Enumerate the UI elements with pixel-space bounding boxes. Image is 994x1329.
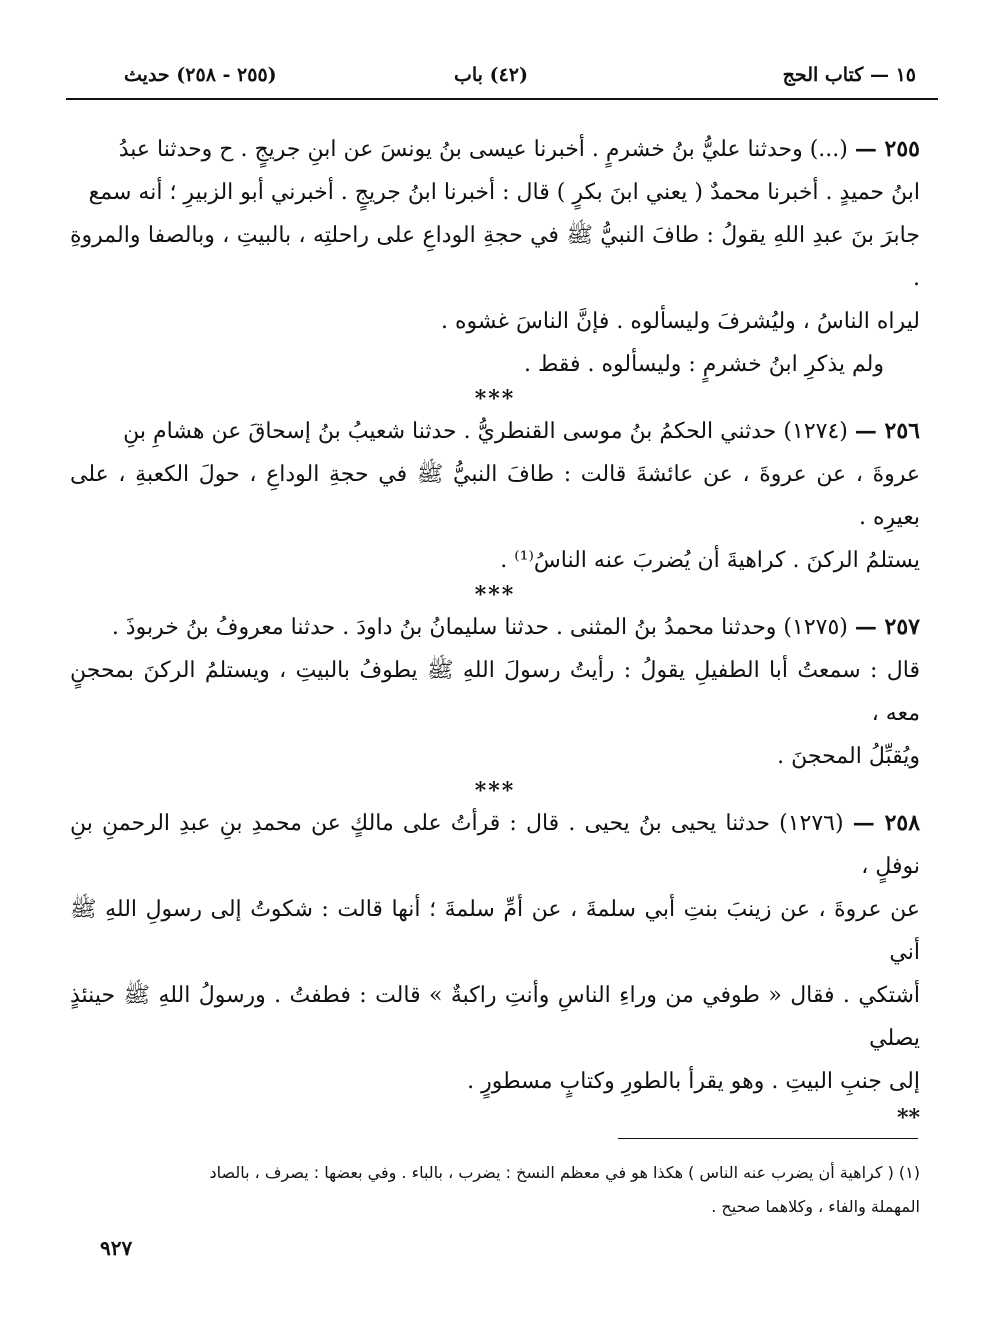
hadith-line <box>70 128 920 171</box>
hadith-258 <box>70 802 920 1103</box>
section-separator: *** <box>474 386 516 412</box>
footnote-divider <box>618 1138 918 1139</box>
hadith-257 <box>70 606 920 778</box>
hadith-text: وحدثنا عليُّ بنُ خشرمٍ . أخبرنا عيسى بنُ يونسَ عن ابنِ جريجٍ . ح وحدثنا عبدُ <box>118 137 803 162</box>
hadith-256 <box>70 410 920 582</box>
hadith-number: ٢٥٦ — <box>854 418 920 444</box>
main-text <box>70 128 920 1155</box>
header-chapter: (٤٢) باب <box>454 64 528 86</box>
hadith-reference: (١٢٧٤) <box>783 419 848 444</box>
hadith-number: ٢٥٨ — <box>852 810 921 836</box>
hadith-line: قال : سمعتُ أبا الطفيلِ يقولُ : رأيتُ رسولَ اللهِ ﷺ يطوفُ بالبيتِ ، ويستلمُ الركنَ بمحجنٍ معه ، <box>70 658 920 726</box>
footnote <box>70 1156 920 1224</box>
hadith-line: عن عروةَ ، عن زينبَ بنتِ أبي سلمةَ ، عن أمِّ سلمةَ ؛ أنها قالت : شكوتُ إلى رسولِ اللهِ ﷺ أني <box>70 897 920 965</box>
hadith-reference: (١٢٧٥) <box>783 615 848 640</box>
header-book-title: ١٥ — كتاب الحج <box>782 64 916 86</box>
running-header <box>66 60 916 100</box>
page-number: ٩٢٧ <box>100 1236 133 1260</box>
footnote-line: المهملة والفاء ، وكلاهما صحيح . <box>711 1197 920 1216</box>
hadith-line <box>70 606 920 649</box>
hadith-255 <box>70 128 920 386</box>
hadith-line: ليراه الناسُ ، وليُشرفَ وليسألوه . فإنَّ الناسَ غشوه . <box>441 309 920 334</box>
footnote-line: (١) ( كراهية أن يضرب عنه الناس ) هكذا هو في معظم النسخ : يضرب ، بالباء . وفي بعضها : يصرف ، بالصاد <box>209 1163 920 1182</box>
hadith-note: ولم يذكرِ ابنُ خشرمٍ : وليسألوه . فقط . <box>524 352 884 377</box>
hadith-line: أشتكي . فقال « طوفي من وراءِ الناسِ وأنتِ راكبةٌ » قالت : فطفتُ . ورسولُ اللهِ ﷺ حينئذٍ يصلي <box>70 983 920 1051</box>
hadith-line <box>70 802 920 888</box>
hadith-text: وحدثنا محمدُ بنُ المثنى . حدثنا سليمانُ بنُ داودَ . حدثنا معروفُ بنُ خربوذَ . <box>111 615 777 640</box>
hadith-reference: (...) <box>809 137 848 162</box>
hadith-line: عروةَ ، عن عروةَ ، عن عائشةَ قالت : طافَ النبيُّ ﷺ في حجةِ الوداعِ ، حولَ الكعبةِ ، على بعيرِه . <box>70 462 920 530</box>
hadith-line: يستلمُ الركنَ . كراهيةَ أن يُضربَ عنه الناسُ⁽¹⁾ . <box>500 548 920 573</box>
hadith-number: ٢٥٥ — <box>854 136 920 162</box>
hadith-line: جابرَ بنَ عبدِ اللهِ يقولُ : طافَ النبيُّ ﷺ في حجةِ الوداعِ على راحلتِه ، بالبيتِ ، وبالصفا والمروةِ . <box>70 223 920 291</box>
header-hadith-range: (٢٥٥ - ٢٥٨) حديث <box>124 64 277 86</box>
hadith-line: ابنُ حميدٍ . أخبرنا محمدٌ ( يعني ابنَ بكرٍ ) قال : أخبرنا ابنُ جريجٍ . أخبرني أبو الزبيرِ ؛ أنه سمع <box>88 180 920 205</box>
hadith-reference: (١٢٧٦) <box>779 811 844 836</box>
hadith-text: حدثني الحكمُ بنُ موسى القنطريُّ . حدثنا شعيبُ بنُ إسحاقَ عن هشامِ بنِ <box>123 419 777 444</box>
end-mark: ** <box>896 1105 920 1131</box>
section-separator: *** <box>474 582 516 608</box>
section-separator: *** <box>474 778 516 804</box>
hadith-number: ٢٥٧ — <box>854 614 920 640</box>
hadith-text: حدثنا يحيى بنُ يحيى . قال : قرأتُ على مالكٍ عن محمدِ بنِ عبدِ الرحمنِ بنِ نوفلٍ ، <box>70 811 920 879</box>
header-divider <box>66 98 938 100</box>
hadith-line: ويُقبِّلُ المحجنَ . <box>777 744 920 769</box>
hadith-line: إلى جنبِ البيتِ . وهو يقرأ بالطورِ وكتابٍ مسطورٍ . <box>467 1069 920 1094</box>
hadith-line <box>70 410 920 453</box>
